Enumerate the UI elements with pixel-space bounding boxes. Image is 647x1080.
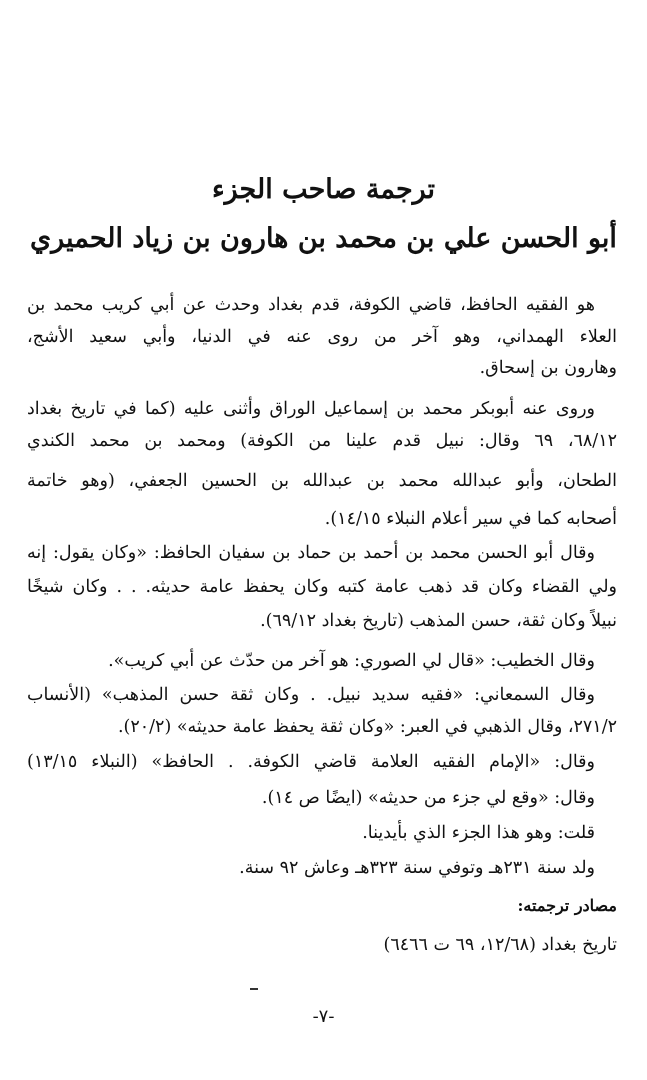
paragraph-line: هو الفقيه الحافظ، قاضي الكوفة، قدم بغداد وحدث عن أبي كريب محمد بن <box>27 295 595 315</box>
paragraph-line: الطحان، وأبو عبدالله محمد بن عبدالله بن الحسين الجعفي، (وهو خاتمة <box>27 471 617 491</box>
paragraph-line: ٢٧١/٢، وقال الذهبي في العبر: «وكان ثقة يحفظ عامة حديثه» (٢٠/٢). <box>117 717 617 737</box>
page-title: ترجمة صاحب الجزء <box>211 174 436 205</box>
paragraph-line: وروى عنه أبوبكر محمد بن إسماعيل الوراق وأثنى عليه (كما في تاريخ بغداد <box>27 399 595 419</box>
paragraph-line: نبيلاً وكان ثقة، حسن المذهب (تاريخ بغداد ٦٩/١٢). <box>260 611 617 631</box>
paragraph-line: ولد سنة ٢٣١هـ وتوفي سنة ٣٢٣هـ وعاش ٩٢ سنة. <box>239 858 595 878</box>
paragraph-line: ولي القضاء وكان قد ذهب عامة كتبه وكان يحفظ عامة حديثه. . . وكان شيخًا <box>27 577 617 597</box>
ink-mark <box>250 988 258 990</box>
sources-heading: مصادر ترجمته: <box>517 896 617 915</box>
paragraph-line: وقال: «الإمام الفقيه العلامة قاضي الكوفة. . الحافظ» (النبلاء ١٣/١٥) <box>27 752 595 772</box>
paragraph-line: وقال الخطيب: «قال لي الصوري: هو آخر من حدّث عن أبي كريب». <box>108 651 595 671</box>
paragraph-line: ٦٨/١٢، ٦٩ وقال: نبيل قدم علينا من الكوفة) ومحمد بن محمد الكندي <box>27 431 617 451</box>
paragraph-line: وقال السمعاني: «فقيه سديد نبيل. . وكان ثقة حسن المذهب» (الأنساب <box>27 685 595 705</box>
paragraph-line: أصحابه كما في سير أعلام النبلاء ١٤/١٥). <box>324 509 617 529</box>
sources-line: تاريخ بغداد (١٢/٦٨، ٦٩ ت ٦٤٦٦) <box>383 935 617 955</box>
paragraph-line: وهارون بن إسحاق. <box>479 358 617 378</box>
page-number: -٧- <box>312 1006 335 1027</box>
page-subtitle: أبو الحسن علي بن محمد بن هارون بن زياد الحميري <box>30 223 617 254</box>
paragraph-line: وقال: «وقع لي جزء من حديثه» (ايضًا ص ١٤). <box>261 788 595 808</box>
paragraph-line: قلت: وهو هذا الجزء الذي بأيدينا. <box>362 823 595 843</box>
paragraph-line: العلاء الهمداني، وهو آخر من روى عنه في الدنيا، وأبي سعيد الأشج، <box>27 327 617 347</box>
paragraph-line: وقال أبو الحسن محمد بن أحمد بن حماد بن سفيان الحافظ: «وكان يقول: إنه <box>27 543 595 563</box>
